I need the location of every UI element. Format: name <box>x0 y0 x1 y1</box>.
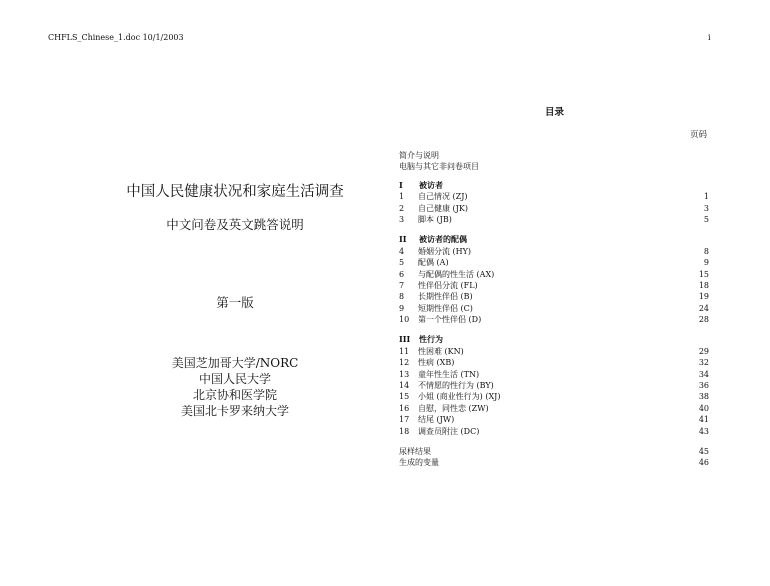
toc-entry <box>399 203 709 214</box>
toc-entry-text: 调查员附注 (DC) <box>418 426 480 436</box>
edition-label: 第一版 <box>216 295 254 310</box>
toc-section-heading <box>399 180 709 191</box>
toc-entry-text: 配偶 (A) <box>418 258 449 268</box>
toc-entry-page: 9 <box>703 258 709 268</box>
toc-entry-number: 10 <box>399 315 410 325</box>
toc-section-title: 性行为 <box>419 334 443 345</box>
toc-entry-number: 3 <box>399 214 405 224</box>
toc-entry-page: 29 <box>698 346 709 356</box>
toc-entry-page: 41 <box>698 415 709 425</box>
toc-entry <box>399 446 709 457</box>
toc-entry-text: 尿样结果 <box>399 446 431 456</box>
toc-entry-text: 结尾 (JW) <box>418 415 455 425</box>
toc-entry <box>399 380 709 391</box>
institution-item: 美国北卡罗来纳大学 <box>180 404 289 418</box>
toc-entry-page: 15 <box>698 269 709 279</box>
table-of-contents <box>399 150 709 469</box>
toc-entry-page: 38 <box>698 392 709 402</box>
toc-entry-number: 15 <box>399 392 410 402</box>
institution-item: 中国人民大学 <box>198 372 271 386</box>
toc-section-title: 被访者 <box>419 179 443 190</box>
toc-entry-page: 1 <box>703 192 709 202</box>
toc-section-heading <box>399 234 709 245</box>
toc-entry-page: 36 <box>698 381 709 391</box>
toc-entry-number: 5 <box>399 258 405 268</box>
toc-entry <box>399 280 709 291</box>
toc-entry-text: 自慰，同性恋 (ZW) <box>418 403 489 413</box>
institution-list <box>90 355 380 419</box>
toc-entry-page: 32 <box>698 358 709 368</box>
toc-entry-page: 8 <box>703 246 709 256</box>
toc-page-column-label: 页码 <box>690 130 708 140</box>
document-title: 中国人民健康状况和家庭生活调查 <box>126 184 344 200</box>
document-subtitle: 中文问卷及英文跳答说明 <box>166 217 304 232</box>
toc-section-roman: I <box>399 179 403 190</box>
toc-entry-page: 46 <box>698 458 709 468</box>
toc-entry-number: 18 <box>399 426 410 436</box>
toc-entry <box>399 414 709 425</box>
institution-item: 美国芝加哥大学/NORC <box>171 356 299 370</box>
toc-section-heading <box>399 334 709 345</box>
toc-entry-page: 28 <box>698 315 709 325</box>
toc-entry-number: 1 <box>399 192 405 202</box>
toc-entry-number: 17 <box>399 415 410 425</box>
toc-entry-page: 3 <box>703 203 709 213</box>
toc-entry <box>399 426 709 437</box>
toc-entry-number: 7 <box>399 280 405 290</box>
toc-entry <box>399 214 709 225</box>
toc-heading: 目录 <box>545 107 565 118</box>
toc-entry-number: 6 <box>399 269 405 279</box>
toc-entry <box>399 457 709 468</box>
toc-entry-text: 与配偶的性生活 (AX) <box>418 269 495 279</box>
toc-section-title: 被访者的配偶 <box>419 234 467 245</box>
toc-entry <box>399 303 709 314</box>
toc-entry-number: 4 <box>399 246 405 256</box>
toc-entry-page: 5 <box>703 214 709 224</box>
toc-intro-line <box>399 161 709 172</box>
toc-entry <box>399 257 709 268</box>
toc-entry-text: 长期性伴侣 (B) <box>418 292 473 302</box>
toc-entry-text: 性困难 (KN) <box>418 346 464 356</box>
toc-entry-text: 简介与说明 <box>399 151 439 160</box>
toc-entry-text: 自己健康 (JK) <box>418 203 468 213</box>
toc-entry-number: 14 <box>399 381 410 391</box>
toc-entry-number: 13 <box>399 369 410 379</box>
toc-entry-text: 电脑与其它非问卷项目 <box>399 162 479 172</box>
toc-entry <box>399 403 709 414</box>
toc-entry-page: 19 <box>698 292 709 302</box>
toc-entry-text: 不情愿的性行为 (BY) <box>418 381 494 391</box>
toc-entry-text: 小姐 (商业性行为) (XJ) <box>418 392 501 402</box>
toc-section-roman: II <box>399 234 407 245</box>
toc-entry-page: 45 <box>698 446 709 456</box>
toc-entry-page: 40 <box>698 403 709 413</box>
toc-entry <box>399 314 709 325</box>
toc-entry-text: 婚姻分流 (HY) <box>418 246 472 256</box>
toc-entry <box>399 357 709 368</box>
institution-item: 北京协和医学院 <box>192 388 277 402</box>
toc-entry-number: 16 <box>399 403 410 413</box>
toc-entry-text: 脚本 (JB) <box>418 214 452 224</box>
toc-entry-text: 自己情况 (ZJ) <box>418 192 468 202</box>
toc-entry-page: 34 <box>698 369 709 379</box>
toc-entry-number: 2 <box>399 203 405 213</box>
toc-entry-text: 童年性生活 (TN) <box>418 369 480 379</box>
document-header-filename: CHFLS_Chinese_1.doc 10/1/2003 <box>48 33 184 42</box>
toc-entry <box>399 291 709 302</box>
toc-entry-text: 短期性伴侣 (C) <box>418 303 473 313</box>
toc-entry <box>399 346 709 357</box>
page-number-roman: i <box>708 33 711 42</box>
toc-entry-text: 性病 (XB) <box>418 358 455 368</box>
toc-entry-number: 11 <box>399 346 410 356</box>
toc-entry-text: 生成的变量 <box>399 458 439 468</box>
toc-section-roman: III <box>399 334 411 345</box>
toc-entry-page: 43 <box>698 426 709 436</box>
toc-intro-line <box>399 150 709 161</box>
toc-entry-text: 第一个性伴侣 (D) <box>418 315 482 325</box>
toc-entry <box>399 191 709 202</box>
toc-entry-number: 9 <box>399 303 405 313</box>
toc-entry <box>399 269 709 280</box>
toc-entry-page: 18 <box>698 280 709 290</box>
toc-entry-text: 性伴侣分流 (FL) <box>418 280 478 290</box>
toc-entry-number: 12 <box>399 358 410 368</box>
toc-entry-page: 24 <box>698 303 709 313</box>
toc-entry <box>399 391 709 402</box>
toc-entry <box>399 246 709 257</box>
toc-entry-number: 8 <box>399 292 405 302</box>
toc-entry <box>399 369 709 380</box>
